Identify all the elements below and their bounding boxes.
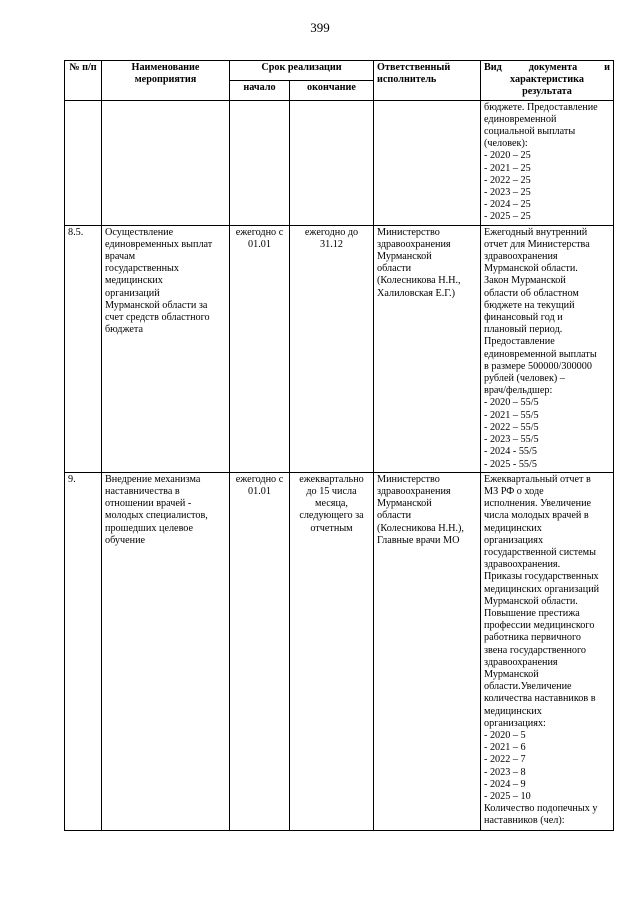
table-header-row bbox=[65, 61, 614, 81]
cell-line: - 2025 – 25 bbox=[484, 211, 531, 223]
cell-line: - 2024 – 9 bbox=[484, 778, 526, 790]
cell-line: 01.01 bbox=[248, 238, 271, 250]
cell-line: обучение bbox=[105, 534, 146, 546]
header-num: № п/п bbox=[65, 61, 102, 101]
cell-line: Предоставление bbox=[484, 336, 555, 348]
cell-line: ежегодно с bbox=[235, 473, 284, 485]
cell-line: МЗ РФ о ходе bbox=[484, 485, 544, 497]
cell-line: области bbox=[377, 510, 412, 522]
header-result-line3: результата bbox=[522, 86, 572, 98]
cell-start bbox=[230, 100, 290, 225]
cell-start bbox=[230, 225, 290, 472]
cell-line: 01.01 bbox=[248, 485, 271, 497]
header-name: Наименование мероприятия bbox=[102, 61, 230, 101]
cell-line: - 2020 – 25 bbox=[484, 150, 531, 162]
cell-line: единовременной bbox=[484, 113, 557, 125]
cell-line: Повышение престижа bbox=[484, 607, 580, 619]
cell-line: ежегодно с bbox=[235, 226, 284, 238]
cell-line: Мурманской области. bbox=[484, 263, 578, 275]
cell-executor bbox=[374, 472, 481, 830]
cell-end bbox=[290, 225, 374, 472]
cell-line: врачам bbox=[105, 251, 136, 263]
cell-line: отчет для Министерства bbox=[484, 238, 590, 250]
cell-line: области.Увеличение bbox=[484, 681, 572, 693]
cell-line: (Колесникова Н.Н.), bbox=[377, 522, 464, 534]
cell-line: Осуществление bbox=[105, 226, 174, 238]
cell-line: следующего за bbox=[299, 510, 364, 522]
cell-line: финансовый год и bbox=[484, 312, 563, 324]
header-executor: Ответственный исполнитель bbox=[374, 61, 481, 101]
cell-line: медицинских bbox=[105, 275, 163, 287]
cell-name bbox=[102, 225, 230, 472]
cell-line: - 2022 – 7 bbox=[484, 754, 526, 766]
cell-line: бюджете на текущий bbox=[484, 299, 575, 311]
cell-result bbox=[481, 472, 614, 830]
cell-line: (Колесникова Н.Н., bbox=[377, 275, 461, 287]
cell-line: ежеквартально bbox=[299, 473, 364, 485]
cell-line: - 2020 – 55/5 bbox=[484, 397, 539, 409]
header-result-line2: характеристика bbox=[510, 74, 584, 86]
cell-line: Мурманской bbox=[484, 668, 539, 680]
cell-line: - 2023 – 25 bbox=[484, 187, 531, 199]
cell-line: Главные врачи МО bbox=[377, 534, 460, 546]
cell-line: наставничества в bbox=[105, 485, 180, 497]
cell-line: здравоохранения bbox=[377, 238, 451, 250]
cell-line: - 2024 - 55/5 bbox=[484, 446, 537, 458]
cell-line: счет средств областного bbox=[105, 312, 210, 324]
cell-line: - 2022 – 25 bbox=[484, 174, 531, 186]
cell-line: - 2021 – 25 bbox=[484, 162, 531, 174]
cell-line: Мурманской bbox=[377, 498, 432, 510]
cell-line: Закон Мурманской bbox=[484, 275, 566, 287]
cell-result bbox=[481, 225, 614, 472]
cell-line: здравоохранения bbox=[484, 656, 558, 668]
cell-line: прошедших целевое bbox=[105, 522, 194, 534]
header-period: Срок реализации bbox=[230, 61, 374, 81]
cell-line: работника первичного bbox=[484, 632, 582, 644]
cell-line: - 2025 - 55/5 bbox=[484, 458, 537, 470]
cell-line: Ежегодный внутренний bbox=[484, 226, 588, 238]
cell-executor bbox=[374, 100, 481, 225]
cell-line: числа молодых врачей в bbox=[484, 510, 589, 522]
page-number: 399 bbox=[310, 20, 330, 35]
cell-line: Приказы государственных bbox=[484, 571, 599, 583]
cell-line: - 2024 – 25 bbox=[484, 199, 531, 211]
header-result-word3: и bbox=[604, 62, 610, 73]
header-result-word2: документа bbox=[528, 62, 578, 73]
cell-line: Халиловская Е.Г.) bbox=[377, 287, 455, 299]
cell-line: бюджете. Предоставление bbox=[484, 101, 598, 113]
cell-line: Ежеквартальный отчет в bbox=[484, 473, 591, 485]
header-start: начало bbox=[230, 80, 290, 100]
cell-line: - 2025 – 10 bbox=[484, 790, 531, 802]
cell-line: исполнения. Увеличение bbox=[484, 498, 592, 510]
header-result-word1: Вид bbox=[484, 62, 502, 73]
cell-line: области bbox=[377, 263, 412, 275]
cell-num: 8.5. bbox=[65, 225, 102, 472]
cell-line: организаций bbox=[105, 287, 160, 299]
cell-line: - 2023 – 55/5 bbox=[484, 434, 539, 446]
cell-line: здравоохранения. bbox=[484, 559, 561, 571]
cell-line: здравоохранения bbox=[484, 251, 558, 263]
cell-line: отчетным bbox=[310, 522, 353, 534]
cell-end bbox=[290, 100, 374, 225]
cell-line: до 15 числа bbox=[306, 485, 357, 497]
cell-line: организациях: bbox=[484, 717, 546, 729]
cell-executor bbox=[374, 225, 481, 472]
cell-line: Количество подопечных у bbox=[484, 803, 598, 815]
cell-line: Внедрение механизма bbox=[105, 473, 201, 485]
cell-line: - 2020 – 5 bbox=[484, 729, 526, 741]
cell-line: ежегодно до bbox=[304, 226, 359, 238]
cell-line: рублей (человек) – bbox=[484, 373, 565, 385]
cell-line: - 2021 – 6 bbox=[484, 742, 526, 754]
cell-line: количества наставников в bbox=[484, 693, 596, 705]
cell-line: молодых специалистов, bbox=[105, 510, 208, 522]
cell-result bbox=[481, 100, 614, 225]
cell-line: в размере 500000/300000 bbox=[484, 360, 592, 372]
cell-line: Мурманской области. bbox=[484, 595, 578, 607]
cell-line: организациях bbox=[484, 534, 544, 546]
cell-name bbox=[102, 472, 230, 830]
cell-line: единовременной выплаты bbox=[484, 348, 597, 360]
cell-line: - 2021 – 55/5 bbox=[484, 409, 539, 421]
cell-line: плановый период. bbox=[484, 324, 563, 336]
cell-start bbox=[230, 472, 290, 830]
cell-end bbox=[290, 472, 374, 830]
cell-line: Министерство bbox=[377, 226, 440, 238]
cell-line: - 2023 – 8 bbox=[484, 766, 526, 778]
cell-line: 31.12 bbox=[320, 238, 343, 250]
table-row bbox=[65, 100, 614, 225]
header-result bbox=[481, 61, 614, 101]
table-row bbox=[65, 225, 614, 472]
cell-line: - 2022 – 55/5 bbox=[484, 421, 539, 433]
cell-line: государственных bbox=[105, 263, 179, 275]
cell-line: медицинских bbox=[484, 705, 542, 717]
cell-line: месяца, bbox=[315, 498, 348, 510]
cell-line: наставников (чел): bbox=[484, 815, 565, 827]
cell-name bbox=[102, 100, 230, 225]
cell-line: звена государственного bbox=[484, 644, 587, 656]
cell-line: Министерство bbox=[377, 473, 440, 485]
cell-num bbox=[65, 100, 102, 225]
cell-line: (человек): bbox=[484, 138, 528, 150]
cell-line: врач/фельдшер: bbox=[484, 385, 553, 397]
cell-line: медицинских организаций bbox=[484, 583, 600, 595]
table-row bbox=[65, 472, 614, 830]
cell-line: государственной системы bbox=[484, 546, 596, 558]
cell-line: здравоохранения bbox=[377, 485, 451, 497]
cell-line: медицинских bbox=[484, 522, 542, 534]
events-table bbox=[64, 60, 614, 831]
cell-line: бюджета bbox=[105, 324, 143, 336]
cell-num: 9. bbox=[65, 472, 102, 830]
cell-line: социальной выплаты bbox=[484, 126, 576, 138]
cell-line: области об областном bbox=[484, 287, 579, 299]
cell-line: единовременных выплат bbox=[105, 238, 213, 250]
cell-line: отношении врачей - bbox=[105, 498, 192, 510]
header-end: окончание bbox=[290, 80, 374, 100]
cell-line: Мурманской области за bbox=[105, 299, 208, 311]
cell-line: профессии медицинского bbox=[484, 620, 595, 632]
cell-line: Мурманской bbox=[377, 251, 432, 263]
